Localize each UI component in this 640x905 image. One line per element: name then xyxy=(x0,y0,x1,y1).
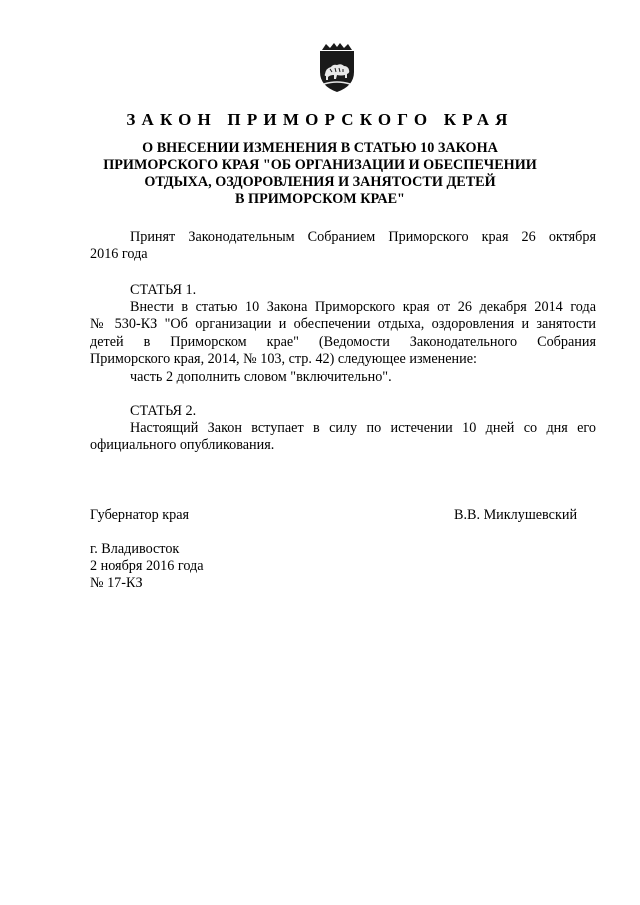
adoption-line: Принят Законодательным Собранием Приморского края 26 октября xyxy=(130,229,596,245)
article-1-line: детей в Приморском крае" (Ведомости Законодательного Собрания xyxy=(90,333,596,350)
article-1-line: часть 2 дополнить словом "включительно". xyxy=(130,368,392,385)
coat-of-arms-icon xyxy=(316,42,358,94)
adoption-note xyxy=(90,229,596,264)
article-2-line: Настоящий Закон вступает в силу по истечении 10 дней со дня его xyxy=(130,420,596,436)
article-1-line: Приморского края, 2014, № 103, стр. 42) следующее изменение: xyxy=(90,351,477,368)
law-subtitle xyxy=(60,140,580,208)
article-2-body xyxy=(90,420,596,455)
signing-date: 2 ноября 2016 года xyxy=(90,558,204,574)
subtitle-line: ОТДЫХА, ОЗДОРОВЛЕНИЯ И ЗАНЯТОСТИ ДЕТЕЙ xyxy=(144,174,496,190)
article-1-line: Внести в статью 10 Закона Приморского края от 26 декабря 2014 года xyxy=(130,299,596,315)
article-2-heading: СТАТЬЯ 2. xyxy=(130,403,197,419)
signature-position: Губернатор края xyxy=(90,507,190,523)
article-2-line: официального опубликования. xyxy=(90,437,275,454)
article-1-body xyxy=(90,299,596,386)
article-1-heading: СТАТЬЯ 1. xyxy=(130,282,197,298)
signature-name: В.В. Миклушевский xyxy=(454,507,578,523)
subtitle-line: ПРИМОРСКОГО КРАЯ "ОБ ОРГАНИЗАЦИИ И ОБЕСПЕЧЕНИИ xyxy=(103,157,537,173)
city: г. Владивосток xyxy=(90,541,180,557)
place-and-date xyxy=(90,541,204,592)
article-1-line: № 530-КЗ "Об организации и обеспечении отдыха, оздоровления и занятости xyxy=(90,316,596,333)
law-title: ЗАКОН ПРИМОРСКОГО КРАЯ xyxy=(126,110,514,129)
adoption-line: 2016 года xyxy=(90,246,148,263)
law-number: № 17-КЗ xyxy=(90,575,143,591)
subtitle-line: О ВНЕСЕНИИ ИЗМЕНЕНИЯ В СТАТЬЮ 10 ЗАКОНА xyxy=(142,140,498,156)
subtitle-line: В ПРИМОРСКОМ КРАЕ" xyxy=(235,191,405,207)
